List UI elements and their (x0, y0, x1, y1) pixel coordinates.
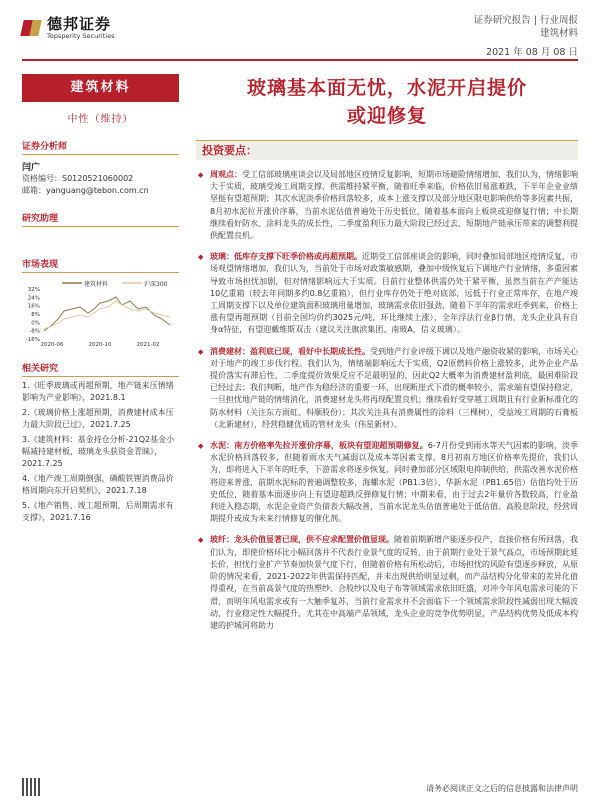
related-section-title: 相关研究 (22, 361, 179, 377)
bullet-point (196, 534, 578, 632)
x-tick-label: 2020-10 (88, 342, 112, 347)
related-item[interactable]: 2.《玻璃价格上涨超预期，消费建材成本压力最大阶段已过》，2021.7.25 (22, 408, 174, 429)
header-divider (22, 59, 578, 61)
report-title (196, 74, 578, 130)
report-date: 2021 年 08 月 08 日 (486, 47, 578, 58)
y-tick-label: 32% (27, 287, 40, 293)
analyst-email[interactable]: 邮箱：yanguang@tebon.com.cn (22, 186, 149, 195)
analyst-section-title: 证券分析师 (22, 139, 179, 155)
company-logo (22, 16, 114, 40)
related-research-list (22, 380, 179, 524)
bullet-point (196, 440, 578, 525)
page-footer (0, 776, 600, 800)
report-title-line-2: 或迎修复 (346, 105, 427, 127)
report-title-line-1: 玻璃基本面无忧，水泥开启提价 (246, 77, 527, 99)
y-tick-label: 24% (27, 295, 40, 302)
logo-mark-icon (22, 18, 42, 38)
bullet-body: 随着前期新增产能逐步投产，直接价格有所回落，我们认为，即使价格环比小幅回落并不代表行业景气度的反转，由于前期行业处于景气高点，市场预期此延长价，担忧行业扩产节奏加快景气度下行，但随着价格有所松动后，市场担忧的风险有望逐步释放，从原阶的情况来看，2021-2022年供需保持匹配，并未出现供给明显过剩，而产品结构分化带来的差异化值得重视，在当前高景气度的热塑纱、合股纱以及电子布等领域需求依旧旺盛，对冲今年风电需求可能的下滑，而明年风电需求或有一大触季复苏，当前行业需求并不会面临下一个领域需求阶段性减弱出现大幅波动，行业稳定性大幅提升，尤其在中高端产品领域，龙头企业的竞争优势明显，产品结构优势及低成本构建的护城河将助力 (210, 535, 578, 630)
rating-label: 中性（维持） (67, 114, 134, 125)
report-sector: 建筑材料 (539, 28, 578, 39)
bullet-heading: 周观点： (210, 170, 242, 179)
analyst-name: 闫广 (22, 163, 41, 173)
y-tick-label: -16% (25, 337, 40, 343)
report-meta (474, 14, 578, 59)
market-section-title: 市场表现 (22, 257, 179, 273)
bullet-point (196, 251, 578, 336)
legend-label-series-2: 沪深300 (144, 281, 168, 288)
related-item[interactable]: 5.《地产销售、竣工超预期，后周期需求有支撑》，2021.7.16 (22, 501, 174, 522)
bullet-heading: 水泥：南方价格率先拉开涨价序幕，板块有望迎超预期修复。 (210, 441, 428, 451)
analyst-cert: 资格编号：S0120521060002 (22, 174, 134, 183)
bullet-body: 近期受工信部座谈会的影响，同时叠加局部地区疫情反复，市场观望情绪增加，我们认为，当前处于市场对政策敏感期，叠加中级恢复后下调地产行业情绪，多重因素导致市场担忧加剧，但对情绪影响远大于实质。目前行业整体供需仍处于紧平衡，虽然当前在产产能达10亿重箱（较去年同期多约0.8亿重箱），但行业库存仍处于绝对底部，远低于行业正常库存，在地产竣工周期支撑下以及单位建筑面积玻璃用量增加，玻璃需求依旧强劲，随着下半年的需求旺季到来，价格上涨有望再超预期（目前全国均价约3025元/吨，环比继续上涨），全年浮法行业β行情，龙头企业具有自身α特征，有望迎戴维斯双击（建议关注旗滨集团、南玻A、信义玻璃）。 (210, 252, 578, 335)
bullet-body: 6-7月份受到雨水等天气因素的影响，淡季水泥价格回落较多，但随着雨水天气减弱以及成本等因素支撑，8月初南方地区价格率先提价，我们认为，即将进入下半年的旺季，下游需求将逐步恢复，同时叠加部分区域限电抑制供给，供需改善水泥价格将迎来普涨，前期水泥标的普遍调整较多，海螺水泥（PB1.3倍）、华新水泥（PB1.65倍）估值均处于历史低位，随着基本面逐步向上有望迎超跌反弹修复行情；中期来看，由于过去2年量价各数较高，行业盈利进入稳态期，水泥企业资产负债表大幅改善，当前水泥龙头估值普遍处于低估值、高股息阶段，经营周期提升或成为未来行情修复的催化剂。 (210, 441, 578, 524)
main-content (196, 64, 578, 632)
series-line-1 (44, 297, 170, 331)
bullet-heading: 消费建材：盈利底已现，看好中长期成长性。 (210, 346, 370, 356)
related-item[interactable]: 4.《地产竣工周期倒强，磷酸铁锂消费品价格周期向东开启契机》，2021.7.18 (22, 474, 174, 495)
report-type: 证券研究报告 | 行业周报 (473, 15, 578, 26)
industry-banner: 建筑材料 (22, 74, 179, 102)
bullet-heading: 玻璃：低库存支撑下旺季价格或再超预期。 (210, 252, 362, 262)
logo-cn-text: 德邦证券 (47, 15, 112, 33)
market-chart (22, 279, 179, 347)
bullet-point (196, 346, 578, 431)
y-tick-label: 0% (31, 320, 40, 327)
market-chart-svg (22, 279, 179, 347)
bullet-list (196, 169, 578, 632)
series-line-2 (44, 301, 170, 329)
y-tick-label: -8% (29, 328, 40, 335)
bullet-point (196, 169, 578, 242)
bullet-body: 受工信部玻璃座谈会以及局部地区疫情反复影响，短期市场避险情绪增加，我们认为，情绪影响大于实质，玻璃受竣工周期支撑，供需维持紧平衡，随着旺季来临，价格依旧易涨难跌，下半年企业业绩坚挺有望超预期；其次水泥淡季价格回落较多，成本上涨支撑以及部分地区限电影响供给等多因素共振，8月初水泥拉开涨价序幕，当前水泥估值普遍处于历史低位，随着基本面向上板块或迎修复行情；中长期继续看好防水、涂料龙头的成长性，二季度盈利压力最大阶段已经过去，短期地产链承压带来的调整利提供配置良机。 (210, 170, 578, 241)
x-tick-label: 2021-02 (136, 342, 160, 347)
bullet-body: 受到地产行业评级下调以及地产融资收紧的影响，市场关心对于地产的竣工步伐行程。我们认为，情绪端影响远大于实质，Q2原燃料价格上涨较多，此外企业产品提价落实有滞后性，二季度提价效果反应不足最明显的，因此Q2大概率为消费建材盈利底，最困难阶段已经过去；我们判断，地产作为稳经济的重要一环，出现断崖式下滑的概率较小，需求端有望保持稳定，一旦担忧地产链的情绪消化，消费建材龙头将再现配置良机；继续看好受穿越工周期且有行业新标准化的防水材料（关注东方雨虹、科顺股份）；其次关注具有消费属性的涂料（三棵树），受益竣工周期的石膏板（北新建材），经营稳健优质的管材龙头（伟星新材）。 (210, 346, 578, 429)
y-tick-label: 16% (27, 303, 40, 310)
footer-disclaimer: 请务必阅读正文之后的信息披露和法律声明 (426, 784, 578, 793)
bullet-heading: 玻纤：龙头价值显著已现，供不应求配置价值显现。 (210, 535, 394, 545)
y-tick-label: 8% (31, 312, 40, 318)
investment-points-header: 投资要点： (196, 140, 578, 160)
related-item[interactable]: 1.《旺季玻璃或再超预期，地产链来压情绪影响为产业影响》，2021.8.1 (22, 381, 174, 402)
x-tick-label: 2020-06 (40, 342, 64, 347)
qr-code-icon (22, 778, 40, 796)
sidebar (22, 64, 179, 524)
legend-label-series-1: 建筑材料 (84, 281, 109, 288)
related-item[interactable]: 3.《建筑材料：基金持仓分析-21Q2基金小幅减持建材板，玻璃龙头获资金青睐》，2021.7.25 (22, 435, 175, 468)
research-assistant-title: 研究助理 (22, 211, 179, 227)
logo-en-text: Topsperity Securities (47, 32, 115, 40)
